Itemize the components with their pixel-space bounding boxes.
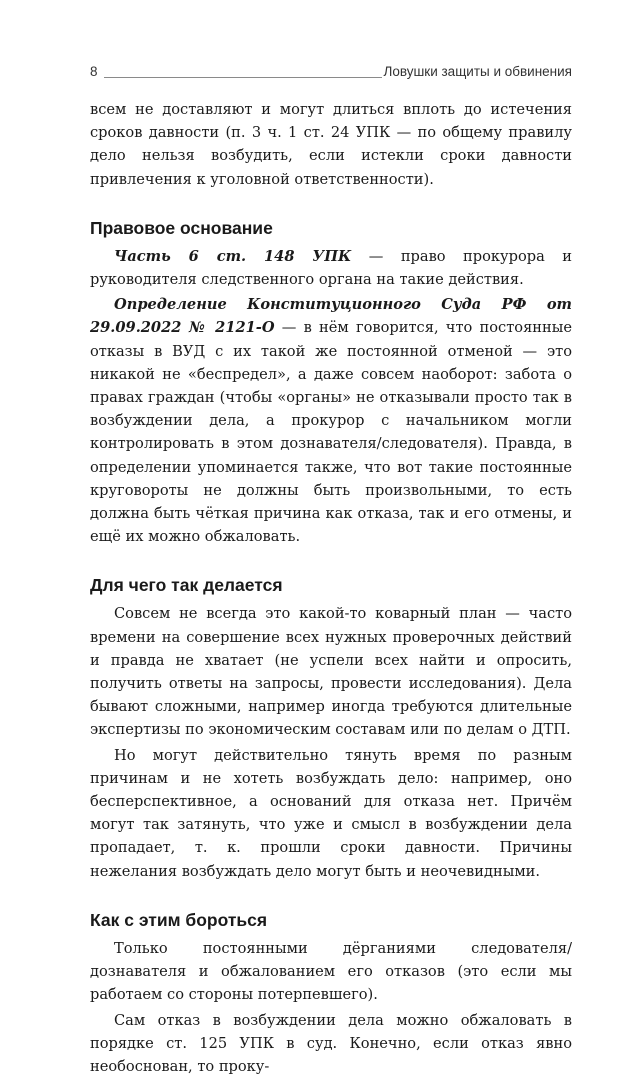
why-paragraph-1: Совсем не всегда это какой-то коварный план — часто времени на совершение всех нужных проверочных действий и правда не хватает (не успели всех найти и опросить, получить ответы на запросы, провести исследования). Дела бывают сложными, например иногда требуются длительные экспертизы по экономическим составам или по делам о ДТП. [90,602,572,741]
section-heading-why: Для чего так делается [90,574,572,596]
legal-reference-upk: Часть 6 ст. 148 УПК [114,248,351,265]
page-body [90,98,572,1078]
intro-paragraph: всем не доставляют и могут длиться вплоть до истечения сроков давности (п. 3 ч. 1 ст. 24 УПК — по общему правилу дело нельзя возбудить, если истекли сроки давности привлечения к уголовной ответственности). [90,98,572,191]
header-rule [104,77,382,78]
fight-paragraph-1: Только постоянными дёрганиями следователя/дознавателя и обжалованием его отказов (это если мы работаем со стороны потерпевшего). [90,937,572,1007]
legal-reference-ks-rf: Определение Конституционного Суда РФ от 29.09.2022 № 2121-О [90,296,572,336]
running-title: Ловушки защиты и обвинения [383,64,572,79]
legal-basis-text-1: — право прокурора и руководителя следственного органа на такие действия. [90,248,572,288]
legal-basis-text-2: — в нём говорится, что постоянные отказы в ВУД с их такой же постоянной отменой — это никакой не «беспредел», а даже совсем наоборот: забота о правах граждан (чтобы «органы» не отказывали просто так в возбуждении дела, а прокурор с начальником могли контролировать в этом дознавателя/следователя). Правда, в определении упоминается также, что вот такие постоянные круговороты не должны быть произвольными, то есть должна быть чёткая причина как отказа, так и его отмены, и ещё их можно обжаловать. [90,319,572,545]
legal-basis-paragraph-1 [90,245,572,291]
legal-basis-paragraph-2 [90,293,572,548]
page-number: 8 [90,64,98,79]
section-heading-how-to-fight: Как с этим бороться [90,909,572,931]
fight-paragraph-2: Сам отказ в возбуждении дела можно обжаловать в порядке ст. 125 УПК в суд. Конечно, если отказ явно необоснован, то проку- [90,1009,572,1078]
running-header [90,64,572,86]
why-paragraph-2: Но могут действительно тянуть время по разным причинам и не хотеть возбуждать дело: например, оно бесперспективное, а оснований для отказа нет. Причём могут так затянуть, что уже и смысл в возбуждении дела пропадает, т. к. прошли сроки давности. Причины нежелания возбуждать дело могут быть и неочевидными. [90,744,572,883]
section-heading-legal-basis: Правовое основание [90,217,572,239]
